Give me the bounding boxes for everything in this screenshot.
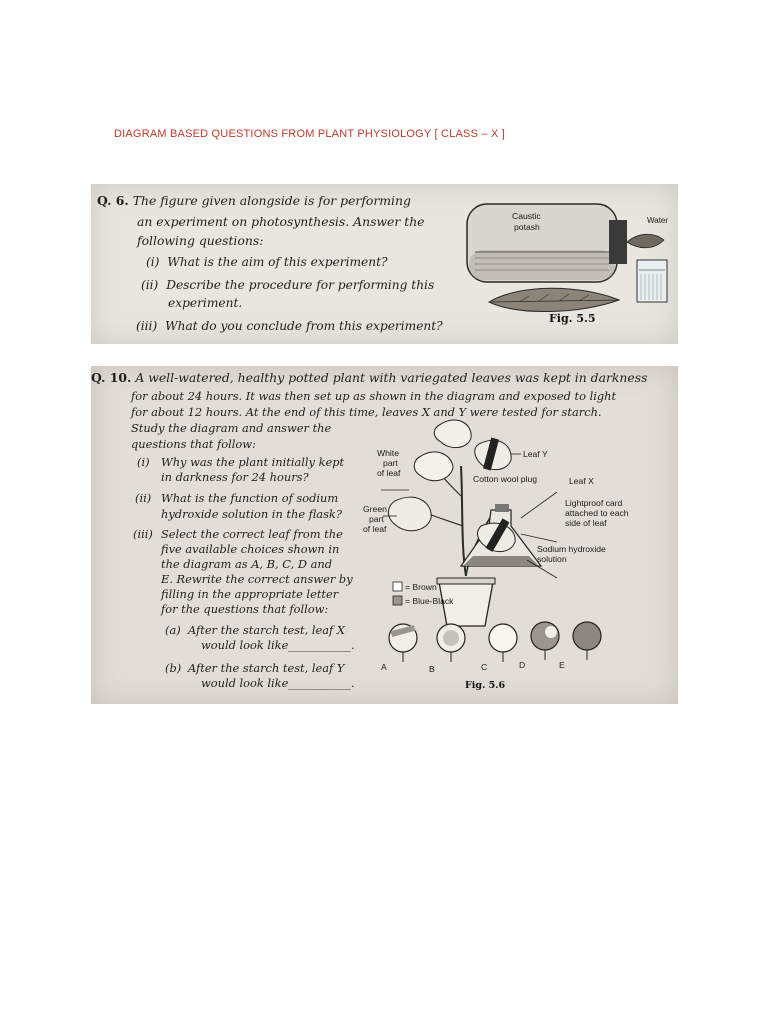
question-10-sub-3-num: (iii) (133, 527, 153, 541)
sub-number: (i) (146, 255, 160, 269)
question-10-text (91, 367, 647, 388)
question-6-line-3: following questions: (137, 233, 264, 248)
figure-5-5-caption: Fig. 5.5 (549, 312, 596, 325)
sub-text: What is the aim of this experiment? (167, 255, 388, 269)
question-10-sub-3-line-6: for the questions that follow: (161, 602, 329, 616)
part-b-num: (b) (165, 661, 182, 675)
label-leaf-x: Leaf X (569, 476, 594, 486)
question-6-sub-2 (141, 275, 434, 295)
label-water: Water (647, 216, 669, 225)
page-title: DIAGRAM BASED QUESTIONS FROM PLANT PHYSIOLOGY [ CLASS – X ] (114, 128, 505, 140)
label-white-part-1: White (377, 448, 399, 458)
sub-number: (ii) (141, 278, 159, 292)
part-a-num: (a) (165, 623, 181, 637)
question-6-text (97, 190, 411, 211)
question-10-sub-2-line-2: hydroxide solution in the flask? (161, 507, 342, 521)
label-card-1: Lightproof card (565, 498, 623, 508)
label-cotton-wool-plug: Cotton wool plug (473, 474, 538, 484)
question-10-sub-3-line-2: five available choices shown in (161, 542, 340, 556)
part-a-line-2: would look like___________. (201, 638, 355, 652)
part-b-line-2: would look like___________. (201, 676, 355, 690)
sub-number: (iii) (136, 319, 158, 333)
legend-brown: = Brown (405, 582, 437, 592)
choice-leaf-c (489, 624, 517, 662)
choice-label-a: A (381, 662, 387, 672)
label-naoh-1: Sodium hydroxide (537, 544, 606, 554)
question-10-line-3: for about 12 hours. At the end of this time, leaves X and Y were tested for starch. (131, 405, 602, 419)
choice-leaf-d (531, 622, 559, 660)
label-green-part-3: of leaf (363, 524, 387, 534)
question-6-line-1: The figure given alongside is for performing (132, 193, 411, 208)
question-10-line-4: Study the diagram and answer the (131, 421, 332, 435)
choice-label-c: C (481, 662, 488, 672)
part-b-line-1: After the starch test, leaf Y (188, 661, 345, 675)
choice-leaf-a (389, 624, 417, 662)
question-10-sub-2-line-1: What is the function of sodium (161, 491, 339, 505)
label-card-2: attached to each (565, 508, 629, 518)
potted-plant-figure (361, 406, 673, 686)
question-10-line-1: A well-watered, healthy potted plant with variegated leaves was kept in darkness (135, 370, 648, 385)
question-10-sub-1-line-2: in darkness for 24 hours? (161, 470, 309, 484)
question-10-number: Q. 10. (91, 370, 132, 385)
label-potash: potash (514, 222, 540, 232)
label-caustic: Caustic (512, 211, 541, 221)
figure-5-6-caption: Fig. 5.6 (465, 680, 506, 691)
question-6-line-2: an experiment on photosynthesis. Answer the (137, 214, 425, 229)
sub-text: Describe the procedure for performing this (166, 278, 435, 292)
question-10-sub-3-line-3: the diagram as A, B, C, D and (161, 557, 333, 571)
label-leaf-y: Leaf Y (523, 449, 548, 459)
label-green-part-2: part (369, 514, 384, 524)
label-white-part-3: of leaf (377, 468, 401, 478)
question-10-sub-3-line-1: Select the correct leaf from the (161, 527, 343, 541)
label-green-part-1: Green (363, 504, 387, 514)
question-10-sub-1-line-1: Why was the plant initially kept (161, 455, 345, 469)
question-10-sub-1-num: (i) (137, 455, 150, 469)
question-10-sub-2-num: (ii) (135, 491, 152, 505)
question-10-photo (91, 366, 678, 704)
label-naoh-2: solution (537, 554, 567, 564)
question-6-number: Q. 6. (97, 193, 129, 208)
question-6-sub-1 (146, 252, 388, 272)
choice-label-e: E (559, 660, 565, 670)
part-a-line-1: After the starch test, leaf X (188, 623, 345, 637)
question-10-sub-3-line-4: E. Rewrite the correct answer by (161, 572, 353, 586)
choice-leaf-b (437, 624, 465, 662)
flask-experiment-figure (459, 192, 674, 332)
legend-blue-black: = Blue-Black (405, 596, 454, 606)
question-10-sub-3-line-5: filling in the appropriate letter (161, 587, 339, 601)
question-6-sub-2-cont: experiment. (168, 296, 243, 310)
question-6-photo (91, 184, 678, 344)
choice-leaf-e (573, 622, 601, 660)
choice-label-d: D (519, 660, 526, 670)
question-6-sub-3 (136, 316, 443, 336)
label-card-3: side of leaf (565, 518, 607, 528)
sub-text: What do you conclude from this experiment? (165, 319, 443, 333)
label-white-part-2: part (383, 458, 398, 468)
question-10-line-5: questions that follow: (131, 437, 256, 451)
question-10-line-2: for about 24 hours. It was then set up as shown in the diagram and exposed to light (131, 389, 617, 403)
choice-label-b: B (429, 664, 435, 674)
